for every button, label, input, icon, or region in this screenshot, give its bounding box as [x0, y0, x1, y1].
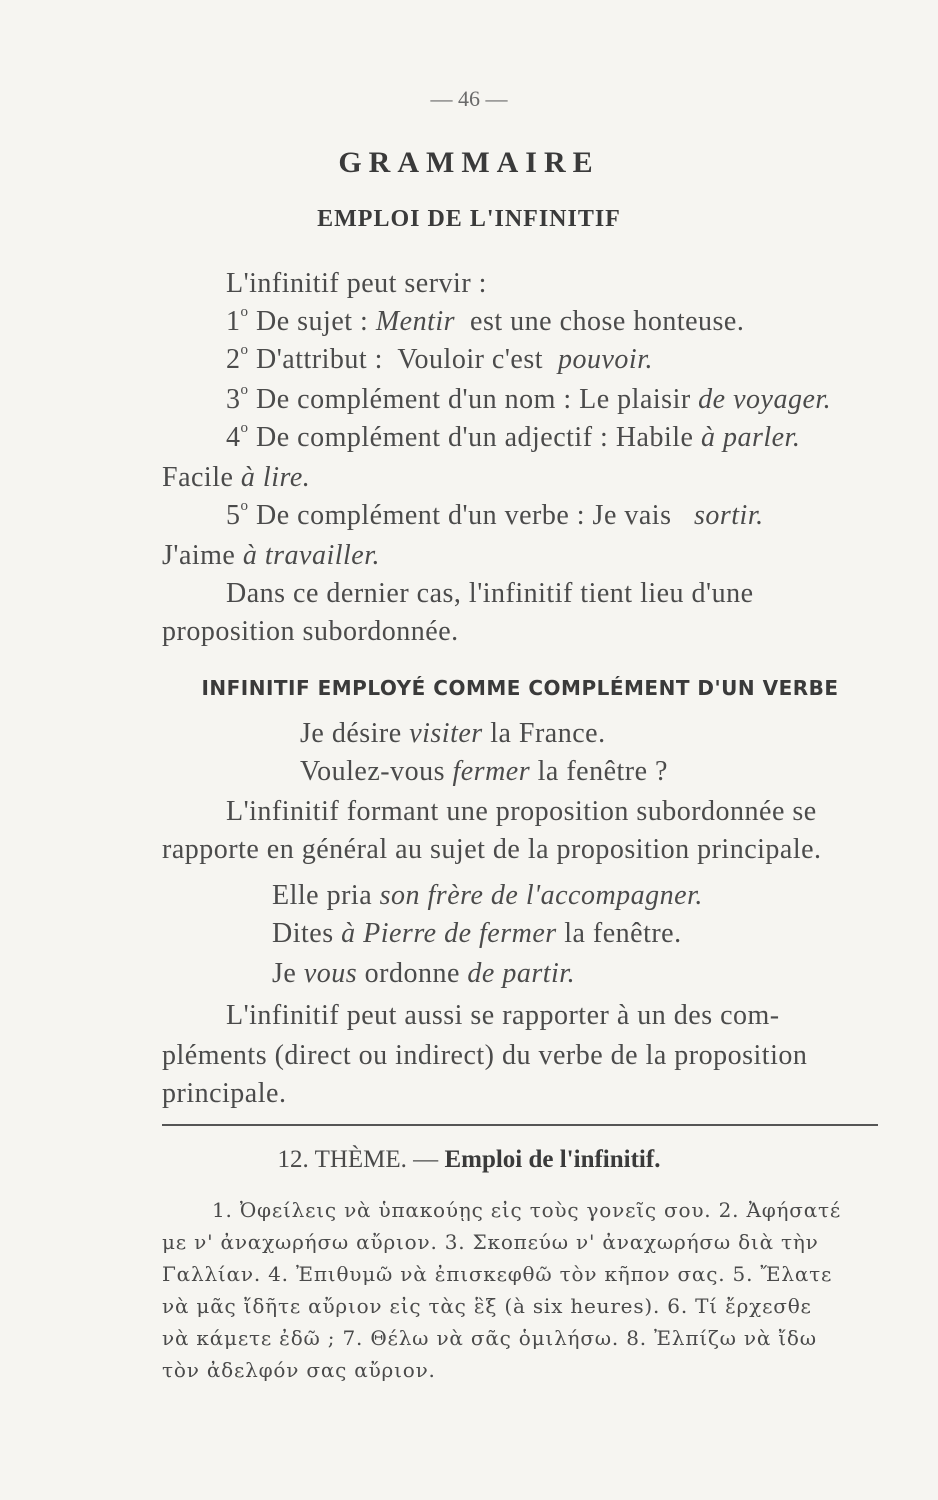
- theme-title: Emploi de l'infinitif.: [444, 1146, 661, 1173]
- rule-1-line-2: rapporte en général au sujet de la proposition principale.: [162, 834, 822, 865]
- page-number: — 46 —: [430, 86, 508, 111]
- example-2: Voulez-vous fermer la fenêtre ?: [300, 756, 668, 787]
- use-item-2: 2$^o$ D'attribut : Vouloir c'est pouvoir.: [226, 342, 653, 375]
- rule-2-line-3: principale.: [162, 1078, 287, 1109]
- theme-heading: [0, 1146, 938, 1174]
- rule-2-line-2: pléments (direct ou indirect) du verbe de la proposition: [162, 1040, 808, 1071]
- intro-text: L'infinitif peut servir :: [226, 268, 487, 299]
- use-item-4-continued: Facile à lire.: [162, 462, 311, 493]
- rule-1-line-1: L'infinitif formant une proposition subordonnée se: [226, 796, 817, 827]
- greek-line-4: νὰ μᾶς ἴδῆτε αὔριον εἰς τὰς ἓξ (à six heures). 6. Τί ἔρχεσθε: [162, 1294, 812, 1318]
- page-title: GRAMMAIRE: [338, 146, 600, 179]
- greek-line-1: 1. Ὀφείλεις νὰ ὑπακούῃς εἰς τοὺς γονεῖς σου. 2. Ἀφήσατέ: [212, 1198, 842, 1222]
- horizontal-rule: [162, 1124, 878, 1126]
- example-1: Je désire visiter la France.: [300, 718, 606, 749]
- greek-line-5: νὰ κάμετε ἐδῶ ; 7. Θέλω νὰ σᾶς ὁμιλήσω. 8. Ἐλπίζω νὰ ἴδω: [162, 1326, 817, 1350]
- example-4: Dites à Pierre de fermer la fenêtre.: [272, 918, 682, 949]
- example-3: Elle pria son frère de l'accompagner.: [272, 880, 703, 911]
- section-heading: EMPLOI DE L'INFINITIF: [317, 206, 621, 232]
- use-item-3: 3$^o$ De complément d'un nom : Le plaisir de voyager.: [226, 382, 832, 415]
- greek-line-6: τὸν ἀδελφόν σας αὔριον.: [162, 1358, 436, 1382]
- note-line-2: proposition subordonnée.: [162, 616, 459, 647]
- use-item-4: 4$^o$ De complément d'un adjectif : Habile à parler.: [226, 420, 801, 453]
- use-item-5: 5$^o$ De complément d'un verbe : Je vais sortir.: [226, 498, 764, 531]
- greek-line-3: Γαλλίαν. 4. Ἐπιθυμῶ νὰ ἐπισκεφθῶ τὸν κῆπον σας. 5. Ἔλατε: [162, 1262, 833, 1286]
- rule-2-line-1: L'infinitif peut aussi se rapporter à un des com-: [226, 1000, 780, 1031]
- theme-number: 12. THÈME. —: [277, 1146, 439, 1173]
- note-line-1: Dans ce dernier cas, l'infinitif tient lieu d'une: [226, 578, 754, 609]
- use-item-1: 1$^o$ De sujet : Mentir est une chose honteuse.: [226, 304, 745, 337]
- example-5: Je vous ordonne de partir.: [272, 958, 576, 989]
- greek-line-2: με ν' ἀναχωρήσω αὔριον. 3. Σκοπεύω ν' ἀναχωρήσω διὰ τὴν: [162, 1230, 819, 1254]
- subsection-heading: INFINITIF EMPLOYÉ COMME COMPLÉMENT D'UN VERBE: [201, 676, 839, 700]
- use-item-5-continued: J'aime à travailler.: [162, 540, 381, 571]
